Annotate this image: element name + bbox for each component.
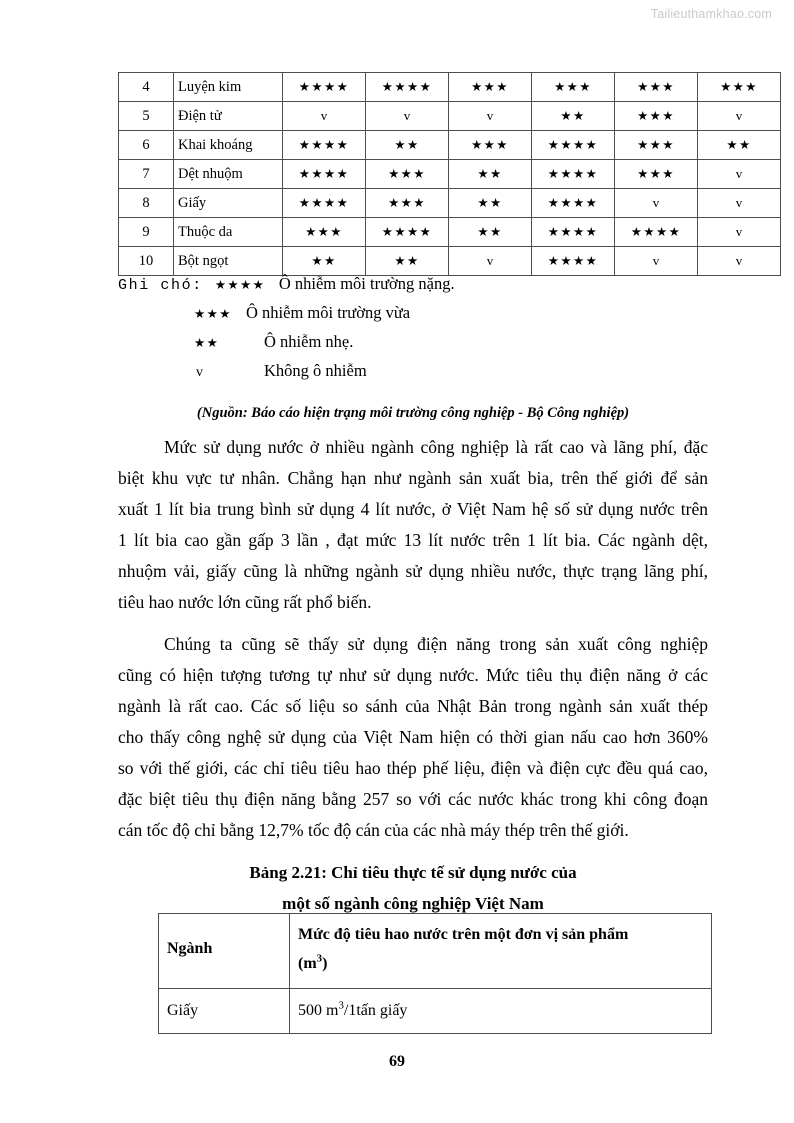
row-number: 10 <box>119 247 174 276</box>
table-row <box>119 102 781 131</box>
legend-symbol: ★★★★ <box>214 277 266 292</box>
rating-marks: ★★★ <box>637 165 675 181</box>
matrix-cell <box>283 73 366 102</box>
matrix-cell <box>615 131 698 160</box>
industry-name: Điện tử <box>174 102 283 131</box>
matrix-cell <box>283 247 366 276</box>
matrix-cell <box>532 131 615 160</box>
table-row <box>119 160 781 189</box>
paragraph-line <box>118 432 708 463</box>
consumption-value <box>290 989 712 1034</box>
rating-marks: ★★★★ <box>381 78 433 94</box>
paragraph-line <box>118 629 708 660</box>
rating-marks: ★★★★ <box>298 78 350 94</box>
legend-symbol: v <box>196 365 203 380</box>
rating-marks: v <box>735 252 743 268</box>
value-pre: 500 m <box>298 1002 339 1019</box>
rating-marks: ★★★★ <box>547 223 599 239</box>
table-row <box>119 73 781 102</box>
rating-marks: ★★★ <box>637 78 675 94</box>
rating-marks: ★★★★ <box>298 194 350 210</box>
paragraph-line: xuất 1 lít bia trung bình sử dụng 4 lít nước, ở Việt Nam hệ số sử dụng nước trên <box>118 499 708 519</box>
column-header-consumption <box>290 914 712 989</box>
matrix-cell <box>283 189 366 218</box>
matrix-cell <box>615 73 698 102</box>
row-number: 5 <box>119 102 174 131</box>
legend-text: Ô nhiễm môi trường vừa <box>246 303 411 322</box>
rating-marks: ★★★★ <box>381 223 433 239</box>
matrix-cell <box>615 218 698 247</box>
pollution-matrix-table <box>118 72 781 276</box>
rating-marks: v <box>486 252 494 268</box>
matrix-cell <box>532 218 615 247</box>
legend-item <box>118 303 708 332</box>
matrix-cell <box>366 102 449 131</box>
rating-marks: ★★★ <box>388 194 426 210</box>
water-usage-table <box>158 913 712 1034</box>
value-post: /1tấn giấy <box>343 1002 408 1019</box>
matrix-cell <box>532 73 615 102</box>
industry-name: Bột ngọt <box>174 247 283 276</box>
row-number: 9 <box>119 218 174 247</box>
rating-marks: ★★★★ <box>547 252 599 268</box>
rating-marks: ★★ <box>394 252 420 268</box>
paragraph-line: cũng có hiện tượng tương tự như sử dụng nước. Mức tiêu thụ điện năng ở các <box>118 665 708 685</box>
matrix-cell <box>449 247 532 276</box>
matrix-cell <box>449 189 532 218</box>
rating-marks: v <box>652 194 660 210</box>
matrix-cell <box>698 73 781 102</box>
column-header-industry: Ngành <box>159 914 290 989</box>
column-header-unit-pre: (m <box>298 955 317 972</box>
industry-name: Khai khoáng <box>174 131 283 160</box>
matrix-cell <box>283 102 366 131</box>
row-number: 4 <box>119 73 174 102</box>
rating-marks: ★★★ <box>637 136 675 152</box>
page-number: 69 <box>389 1053 405 1070</box>
table-row <box>119 131 781 160</box>
usage-table-body <box>159 914 712 1034</box>
matrix-cell <box>698 131 781 160</box>
legend-label: Ghi chó: <box>118 277 203 294</box>
matrix-cell <box>366 218 449 247</box>
matrix-cell <box>366 189 449 218</box>
table-caption-line1: Bảng 2.21: Chỉ tiêu thực tế sử dụng nước của <box>249 863 577 882</box>
matrix-cell <box>283 160 366 189</box>
rating-marks: ★★★★ <box>547 194 599 210</box>
rating-marks: ★★ <box>477 194 503 210</box>
matrix-cell <box>283 218 366 247</box>
source-citation: (Nguồn: Báo cáo hiện trạng môi trường công nghiệp - Bộ Công nghiệp) <box>196 405 630 421</box>
rating-marks: ★★★ <box>720 78 758 94</box>
rating-marks: v <box>652 252 660 268</box>
table-row <box>119 218 781 247</box>
paragraph-line: cán tốc độ chỉ bằng 12,7% tốc độ cán của các nhà máy thép trên thế giới. <box>118 820 629 840</box>
legend-item <box>118 274 708 303</box>
column-header-main: Mức độ tiêu hao nước trên một đơn vị sản phẩm <box>298 926 629 943</box>
legend-symbol: ★★ <box>194 335 220 350</box>
matrix-cell <box>449 131 532 160</box>
paragraph-line: tiêu hao nước lớn cũng rất phổ biến. <box>118 592 372 612</box>
rating-marks: ★★★ <box>305 223 343 239</box>
rating-marks: ★★ <box>560 107 586 123</box>
rating-marks: ★★★★ <box>298 165 350 181</box>
legend-text: Không ô nhiễm <box>264 361 367 380</box>
line-text: Mức sử dụng nước ở nhiều ngành công nghiệp là rất cao và lãng phí, đặc <box>164 437 708 457</box>
paragraph-energy-usage <box>118 629 708 846</box>
legend-symbol: ★★★ <box>194 306 232 321</box>
matrix-cell <box>449 218 532 247</box>
table-header-row <box>159 914 712 989</box>
matrix-table-body <box>119 73 781 276</box>
table-row <box>119 247 781 276</box>
matrix-cell <box>698 247 781 276</box>
legend-text: Ô nhiễm nhẹ. <box>264 332 354 351</box>
rating-marks: ★★ <box>477 223 503 239</box>
rating-marks: v <box>735 194 743 210</box>
paragraph-line: biệt khu vực tư nhân. Chẳng hạn như ngành sản xuất bia, trên thế giới để sản <box>118 468 708 488</box>
paragraph-body <box>118 432 708 618</box>
column-header-unit-sup: 3 <box>316 952 323 965</box>
matrix-cell <box>615 189 698 218</box>
rating-marks: ★★ <box>477 165 503 181</box>
rating-marks: ★★★ <box>637 107 675 123</box>
legend-block <box>118 274 708 390</box>
matrix-cell <box>698 218 781 247</box>
matrix-cell <box>449 160 532 189</box>
industry-name: Dệt nhuộm <box>174 160 283 189</box>
matrix-cell <box>449 102 532 131</box>
matrix-cell <box>532 160 615 189</box>
table-caption-line2: một số ngành công nghiệp Việt Nam <box>282 894 544 913</box>
rating-marks: ★★ <box>726 136 752 152</box>
matrix-cell <box>532 102 615 131</box>
rating-marks: ★★★★ <box>298 136 350 152</box>
rating-marks: ★★★★ <box>547 136 599 152</box>
paragraph-line: 1 lít bia cao gần gấp 3 lần , đạt mức 13 lít nước trên 1 lít bia. Các ngành dệt, <box>118 530 708 550</box>
paragraph-line: so với thế giới, các chỉ tiêu tiêu hao thép phế liệu, điện và điện cực đều quá cao, <box>118 758 708 778</box>
rating-marks: v <box>403 107 411 123</box>
rating-marks: ★★★★ <box>547 165 599 181</box>
paragraph-body <box>118 629 708 846</box>
row-number: 7 <box>119 160 174 189</box>
paragraph-line: ngành là rất cao. Các số liệu so sánh của Nhật Bản trong ngành sản xuất thép <box>118 696 708 716</box>
matrix-cell <box>366 73 449 102</box>
paragraph-line: cho thấy công nghệ sử dụng của Việt Nam hiện có thời gian nấu cao hơn 360% <box>118 727 708 747</box>
matrix-cell <box>532 247 615 276</box>
rating-marks: v <box>735 107 743 123</box>
rating-marks: ★★★ <box>554 78 592 94</box>
rating-marks: ★★★ <box>388 165 426 181</box>
paragraph-line: nhuộm vải, giấy cũng là những ngành sử dụng nhiều nước, thực trạng lãng phí, <box>118 561 708 581</box>
watermark: Tailieuthamkhao.com <box>650 7 772 21</box>
matrix-cell <box>366 131 449 160</box>
rating-marks: v <box>735 223 743 239</box>
row-number: 8 <box>119 189 174 218</box>
legend-item <box>118 361 708 390</box>
rating-marks: ★★★ <box>471 78 509 94</box>
industry-name: Giấy <box>159 989 290 1034</box>
column-header-unit-post: ) <box>322 955 328 972</box>
matrix-cell <box>366 247 449 276</box>
matrix-cell <box>615 247 698 276</box>
table-caption <box>118 857 708 919</box>
table-row <box>119 189 781 218</box>
table-row <box>159 989 712 1034</box>
value-sup: 3 <box>338 999 344 1012</box>
paragraph-line: đặc biệt tiêu thụ điện năng bằng 257 so với các nước khác trong khi công đoạn <box>118 789 708 809</box>
rating-marks: v <box>735 165 743 181</box>
matrix-cell <box>449 73 532 102</box>
matrix-cell <box>532 189 615 218</box>
rating-marks: ★★★★ <box>630 223 682 239</box>
matrix-cell <box>615 160 698 189</box>
legend-text: Ô nhiễm môi trường nặng. <box>278 274 455 293</box>
matrix-cell <box>615 102 698 131</box>
matrix-cell <box>698 102 781 131</box>
line-text: Chúng ta cũng sẽ thấy sử dụng điện năng trong sản xuất công nghiệp <box>164 634 708 654</box>
rating-marks: v <box>486 107 494 123</box>
row-number: 6 <box>119 131 174 160</box>
legend-item <box>118 332 708 361</box>
matrix-cell <box>366 160 449 189</box>
industry-name: Giấy <box>174 189 283 218</box>
industry-name: Thuộc da <box>174 218 283 247</box>
paragraph-water-usage <box>118 432 708 618</box>
industry-name: Luyện kim <box>174 73 283 102</box>
matrix-cell <box>283 131 366 160</box>
rating-marks: ★★★ <box>471 136 509 152</box>
rating-marks: ★★ <box>394 136 420 152</box>
rating-marks: ★★ <box>311 252 337 268</box>
rating-marks: v <box>320 107 328 123</box>
matrix-cell <box>698 189 781 218</box>
matrix-cell <box>698 160 781 189</box>
